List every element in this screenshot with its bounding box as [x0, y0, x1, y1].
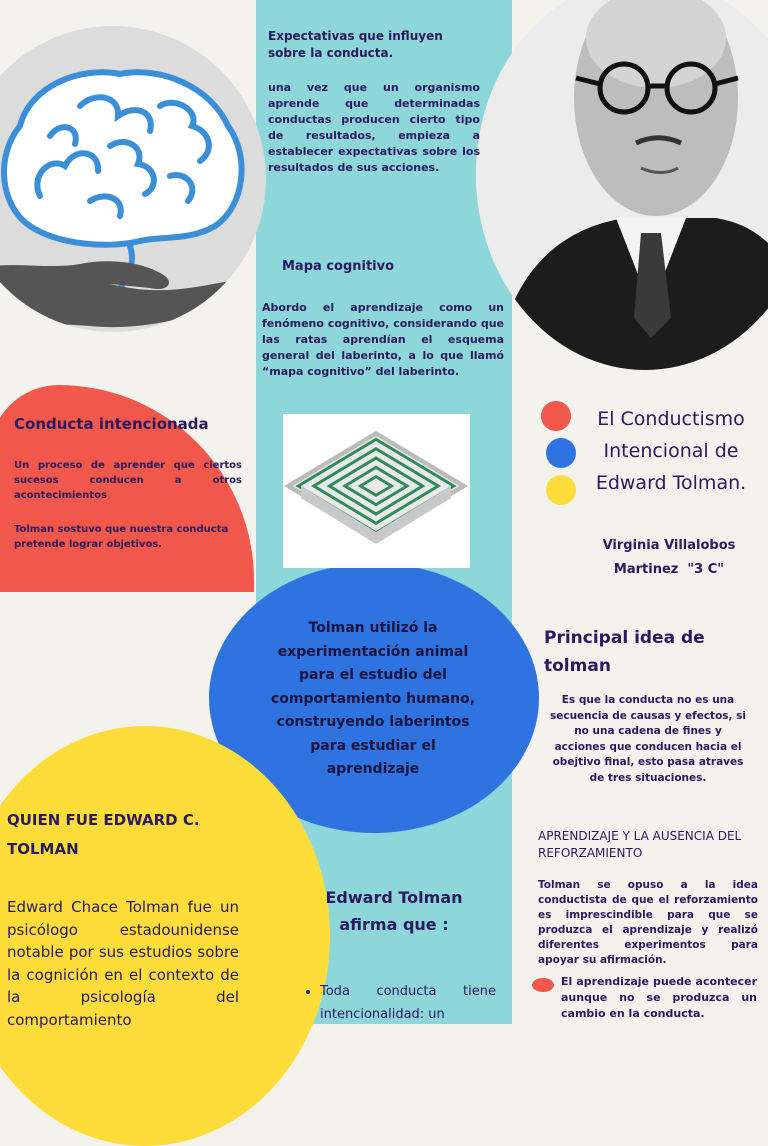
afirma-title: Edward Tolman afirma que :	[325, 888, 463, 934]
tolman-portrait	[476, 0, 768, 370]
aprendizaje-title: APRENDIZAJE Y LA AUSENCIA DEL REFORZAMIENTO	[538, 829, 742, 860]
blue-circle-text: Tolman utilizó la experimentación animal para el estudio del comportamiento humano, construyendo laberintos para estudiar el aprendizaje	[270, 620, 476, 777]
main-title-line1: El Conductismo	[597, 408, 745, 430]
afirma-list	[302, 980, 496, 1026]
mapa-title: Mapa cognitivo	[282, 259, 395, 274]
yellow-dot	[546, 475, 576, 505]
conducta-p1: Un proceso de aprender que ciertos sucesos conducen a otros acontecimientos	[14, 460, 242, 501]
quien-title: QUIEN FUE EDWARD C. TOLMAN	[7, 811, 200, 858]
main-title	[576, 403, 766, 499]
portrait-photo	[476, 0, 768, 370]
aprendizaje-note: El aprendizaje puede acontecer aunque no se produzca un cambio en la conducta.	[561, 975, 757, 1020]
conducta-p2: Tolman sostuvo que nuestra conducta pretende lograr objetivos.	[14, 524, 229, 550]
maze-image	[283, 414, 470, 568]
aprendizaje-body: Tolman se opuso a la idea conductista de que el reforzamiento es imprescindible para que se produzca el aprendizaje y realizó diferentes experimentos para apoyar su afirmación.	[538, 879, 758, 966]
author-line1: Virginia Villalobos	[602, 538, 736, 553]
author	[586, 534, 752, 582]
expectativas-body: una vez que un organismo aprende que determinadas conductas producen cierto tipo de resultados, empieza a establecer expectativas sobre los resultados de sus acciones.	[268, 81, 480, 174]
afirma-bullet: • Toda conducta tiene intencionalidad: un	[320, 980, 496, 1026]
quien-body: Edward Chace Tolman fue un psicólogo estadounidense notable por sus estudios sobre la cognición en el contexto de la psicología del comportamiento	[7, 898, 239, 1029]
author-line2: Martinez "3 C"	[613, 562, 725, 577]
conducta-title: Conducta intencionada	[14, 415, 209, 433]
principal-body: Es que la conducta no es una secuencia de causas y efectos, si no una cadena de fines y acciones que conducen hacia el obejtivo final, esto pasa atraves de tres situaciones.	[549, 694, 747, 784]
note-dot	[532, 978, 554, 992]
blue-dot	[546, 438, 576, 468]
brain-icon	[0, 26, 266, 332]
main-title-line3: Edward Tolman.	[595, 472, 747, 494]
maze-icon	[283, 414, 470, 568]
brain-illustration	[0, 26, 266, 332]
expectativas-title: Expectativas que influyen sobre la conducta.	[268, 29, 443, 60]
mapa-body: Abordo el aprendizaje como un fenómeno cognitivo, considerando que las ratas aprendían el esquema general del laberinto, a lo que llamó “mapa cognitivo” del laberinto.	[262, 301, 504, 378]
main-title-line2: Intencional de	[603, 440, 739, 462]
red-dot	[541, 401, 571, 431]
principal-title: Principal idea de tolman	[544, 628, 705, 676]
